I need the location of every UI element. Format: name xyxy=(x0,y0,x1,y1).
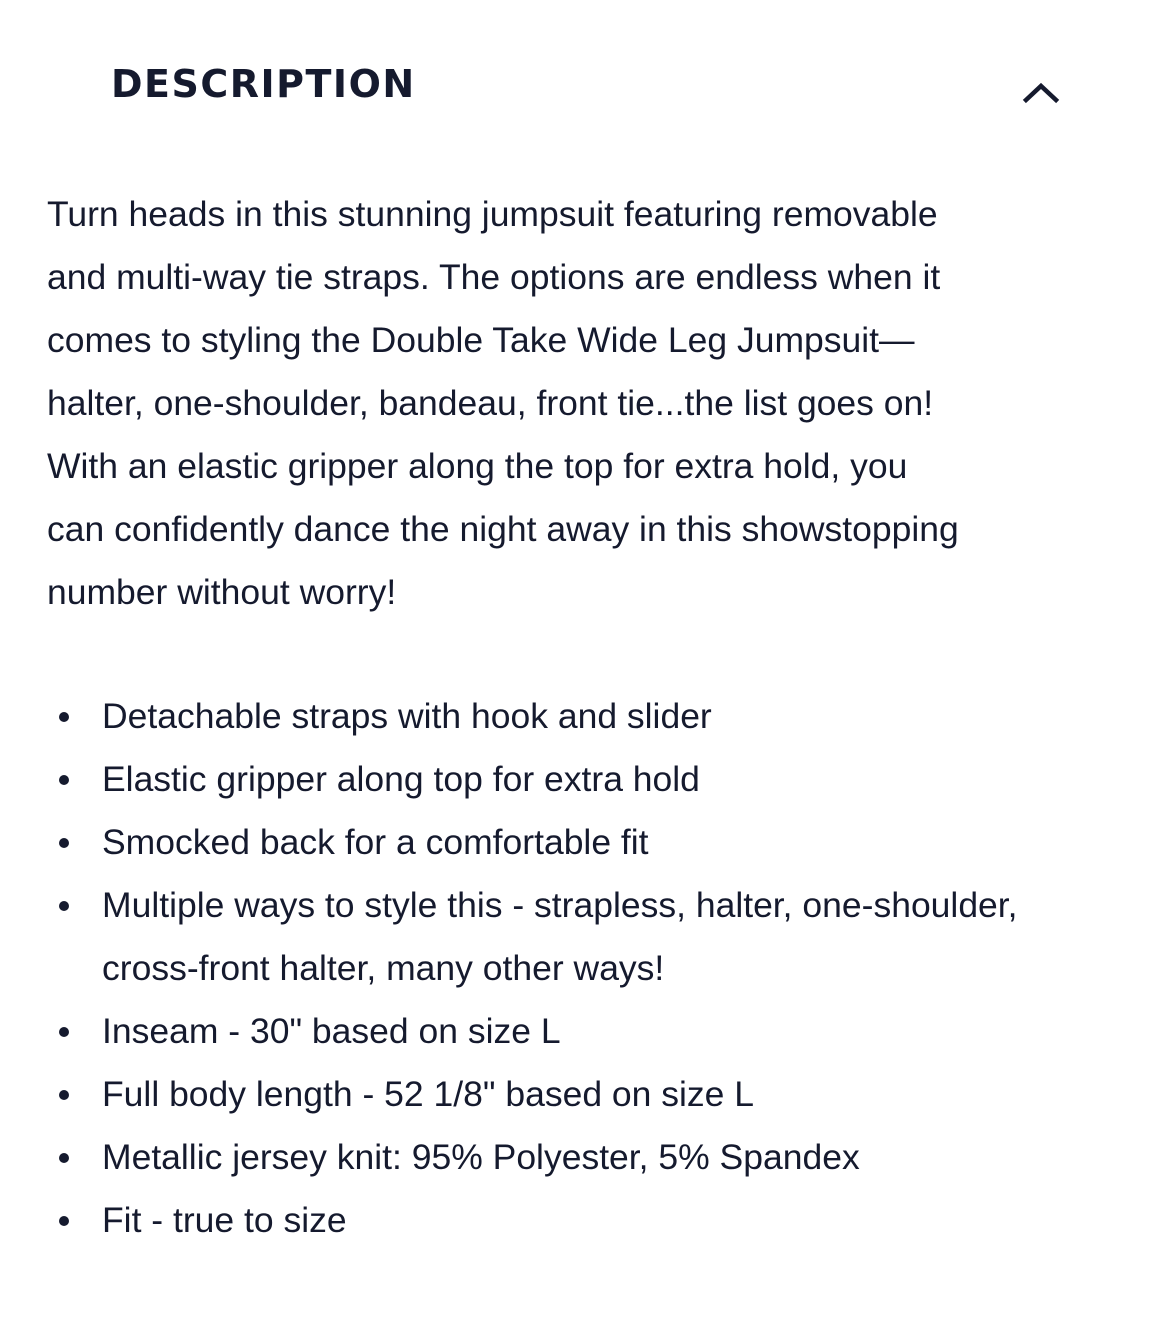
bullet-icon xyxy=(59,712,69,722)
feature-text: Metallic jersey knit: 95% Polyester, 5% Spandex xyxy=(102,1137,860,1177)
bullet-icon xyxy=(59,1216,69,1226)
feature-text: Smocked back for a comfortable fit xyxy=(102,822,649,862)
bullet-icon xyxy=(59,838,69,848)
list-item xyxy=(0,1063,1022,1126)
feature-text: Full body length - 52 1/8" based on size L xyxy=(102,1074,755,1114)
bullet-icon xyxy=(59,775,69,785)
feature-text: Detachable straps with hook and slider xyxy=(102,696,712,736)
description-line: comes to styling the Double Take Wide Leg Jumpsuit— xyxy=(47,320,915,360)
description-line: and multi-way tie straps. The options are endless when it xyxy=(47,257,941,297)
description-text xyxy=(47,183,1157,624)
list-item xyxy=(0,748,1022,811)
list-item xyxy=(0,811,1022,874)
feature-text: Fit - true to size xyxy=(102,1200,347,1240)
bullet-icon xyxy=(59,1153,69,1163)
feature-list xyxy=(0,685,1169,1252)
description-line: With an elastic gripper along the top for extra hold, you xyxy=(47,446,908,486)
bullet-icon xyxy=(59,901,69,911)
section-title: DESCRIPTION xyxy=(111,62,416,106)
chevron-up-icon[interactable] xyxy=(1018,74,1064,108)
list-item xyxy=(0,685,1022,748)
bullet-icon xyxy=(59,1090,69,1100)
list-item xyxy=(0,1000,1022,1063)
description-line: can confidently dance the night away in this showstopping xyxy=(47,509,959,549)
description-accordion-header[interactable] xyxy=(0,0,1169,170)
description-line: halter, one-shoulder, bandeau, front tie...the list goes on! xyxy=(47,383,934,423)
list-item xyxy=(0,1189,1022,1252)
bullet-icon xyxy=(59,1027,69,1037)
description-line: number without worry! xyxy=(47,572,397,612)
list-item xyxy=(0,1126,1022,1189)
feature-text: Multiple ways to style this - strapless, halter, one-shoulder, cross-front halter, many other ways! xyxy=(102,885,1018,988)
list-item xyxy=(0,874,1022,1000)
feature-text: Elastic gripper along top for extra hold xyxy=(102,759,700,799)
description-line: Turn heads in this stunning jumpsuit featuring removable xyxy=(47,194,938,234)
feature-text: Inseam - 30" based on size L xyxy=(102,1011,561,1051)
